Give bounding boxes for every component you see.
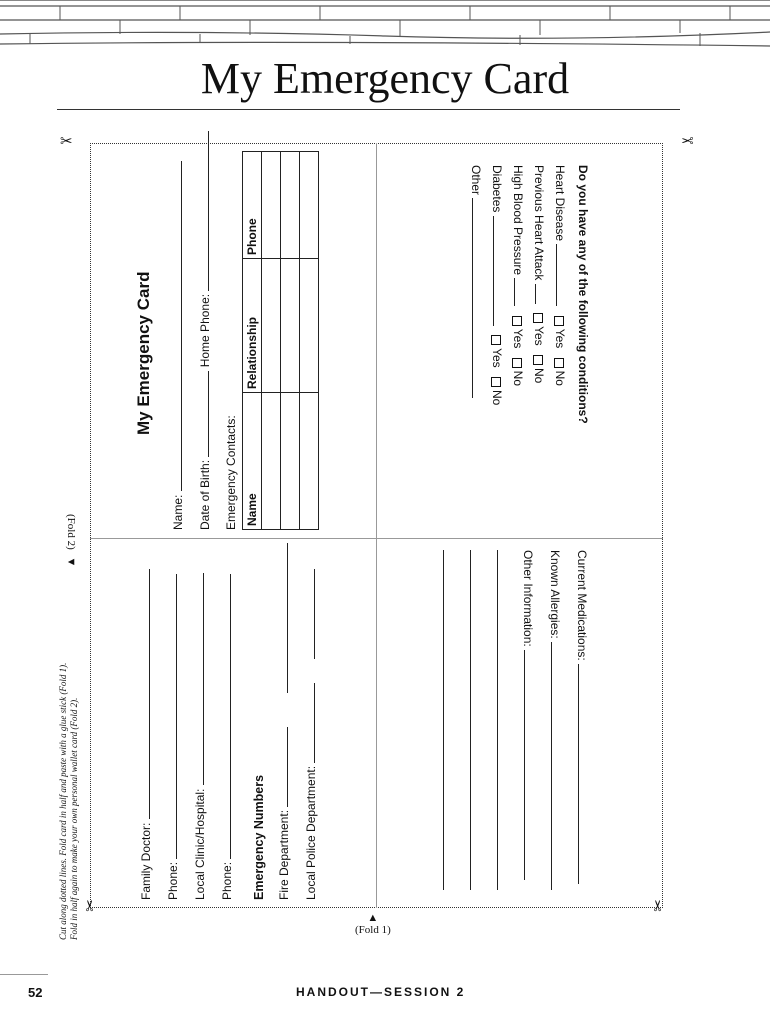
no-checkbox[interactable]	[533, 355, 543, 365]
condition-label: Diabetes	[490, 165, 504, 213]
yes-label: Yes	[511, 328, 525, 349]
card-heading: My Emergency Card	[134, 271, 153, 435]
yes-checkbox[interactable]	[533, 313, 543, 323]
emergency-numbers-heading: Emergency Numbers	[252, 774, 266, 900]
emergency-contacts-table	[242, 151, 319, 530]
cut-instructions	[58, 663, 80, 940]
other-info-label: Other Information:	[521, 550, 535, 647]
police-department-blank[interactable]	[303, 569, 315, 659]
allergies-blank[interactable]	[551, 642, 563, 890]
blank-line-row	[440, 550, 455, 890]
fold-1-marker	[355, 912, 391, 936]
allergies-label: Known Allergies:	[548, 550, 562, 639]
family-doctor-blank[interactable]	[138, 569, 150, 819]
name-blank[interactable]	[170, 161, 182, 491]
fold-line-1	[376, 143, 377, 908]
allergies-field	[548, 550, 563, 890]
no-checkbox[interactable]	[491, 377, 501, 387]
other-info-field	[521, 550, 536, 890]
scissors-icon: ✂	[681, 132, 694, 150]
condition-row	[532, 165, 547, 505]
condition-label: High Blood Pressure	[511, 165, 525, 276]
fire-department-blank[interactable]	[276, 727, 288, 807]
phone-field-2	[219, 560, 234, 900]
no-checkbox[interactable]	[554, 358, 564, 368]
no-label: No	[532, 368, 546, 384]
dob-label: Date of Birth:	[198, 459, 212, 530]
title-divider	[57, 109, 680, 110]
family-doctor-field	[138, 560, 153, 900]
table-row[interactable]	[281, 152, 300, 530]
clinic-field	[192, 560, 207, 900]
scissors-icon: ✂	[80, 899, 99, 912]
clinic-label: Local Clinic/Hospital:	[193, 788, 207, 900]
fire-department-field	[276, 560, 291, 900]
fold-1-label: (Fold 1)	[355, 924, 391, 936]
condition-blank	[556, 244, 568, 306]
police-department-blank[interactable]	[303, 683, 315, 763]
condition-blank	[514, 278, 526, 306]
yes-label: Yes	[490, 348, 504, 368]
no-label: No	[511, 370, 525, 387]
other-label: Other	[469, 165, 483, 196]
page-number: 52	[28, 985, 43, 1000]
yes-checkbox[interactable]	[491, 335, 501, 345]
footer-label: HANDOUT—SESSION 2	[296, 985, 466, 999]
phone-blank[interactable]	[219, 574, 231, 859]
table-row[interactable]	[262, 152, 281, 530]
fire-department-label: Fire Department:	[277, 809, 291, 900]
instruction-line-2: Fold in half again to make your own personal wallet card (Fold 2).	[69, 697, 79, 940]
footer-rule	[0, 974, 48, 975]
fold-2-marker	[65, 514, 77, 567]
medications-label: Current Medications:	[575, 550, 589, 661]
dob-phone-field	[197, 150, 212, 530]
phone-blank[interactable]	[165, 574, 177, 859]
arrow-right-icon: ▼	[65, 556, 77, 568]
fold-line-2	[90, 538, 663, 539]
condition-row	[511, 165, 526, 505]
instruction-line-1: Cut along dotted lines. Fold card in half and paste with a glue stick (Fold 1).	[58, 662, 68, 940]
scissors-icon: ✂	[60, 132, 73, 150]
dob-blank[interactable]	[197, 371, 209, 457]
yes-label: Yes	[532, 326, 546, 346]
blank-line-row	[467, 550, 482, 890]
condition-blank	[493, 216, 505, 326]
yes-checkbox[interactable]	[512, 316, 522, 326]
home-phone-label: Home Phone:	[198, 293, 212, 368]
no-label: No	[553, 370, 567, 386]
page-title: My Emergency Card	[200, 54, 570, 103]
contacts-label: Emergency Contacts:	[224, 415, 238, 530]
condition-row	[553, 165, 568, 505]
yes-label: Yes	[553, 328, 567, 349]
other-blank[interactable]	[472, 198, 484, 398]
arrow-up-icon: ▲	[367, 912, 379, 924]
condition-row-other	[469, 165, 484, 505]
medications-field	[575, 550, 590, 890]
table-row[interactable]	[300, 152, 319, 530]
clinic-blank[interactable]	[192, 573, 204, 785]
phone-label: Phone:	[220, 861, 234, 900]
police-department-field	[303, 560, 318, 900]
blank-line[interactable]	[443, 550, 455, 890]
phone-field-1	[165, 560, 180, 900]
home-phone-blank[interactable]	[197, 131, 209, 291]
no-checkbox[interactable]	[512, 358, 522, 368]
police-department-label: Local Police Department:	[304, 765, 318, 900]
family-doctor-label: Family Doctor:	[139, 822, 153, 900]
condition-label: Heart Disease	[553, 165, 567, 242]
header-name: Name	[243, 393, 262, 530]
condition-label: Previous Heart Attack	[532, 165, 546, 281]
fire-department-blank[interactable]	[276, 543, 288, 693]
condition-blank	[535, 284, 547, 304]
yes-checkbox[interactable]	[554, 316, 564, 326]
contacts-panel	[138, 560, 318, 900]
conditions-panel	[469, 165, 590, 505]
condition-row	[490, 165, 505, 505]
medical-info-panel	[440, 550, 590, 890]
no-label: No	[490, 389, 504, 406]
blank-line-row	[494, 550, 509, 890]
header-phone: Phone	[243, 152, 262, 259]
other-info-blank[interactable]	[524, 650, 536, 880]
blank-line[interactable]	[470, 550, 482, 890]
card-front-panel	[134, 150, 319, 530]
conditions-heading: Do you have any of the following conditions?	[576, 165, 590, 424]
name-label: Name:	[171, 494, 185, 530]
fold-2-label: (Fold 2)	[65, 514, 77, 550]
medications-blank[interactable]	[578, 664, 590, 884]
name-field	[170, 150, 185, 530]
scissors-icon: ✂	[648, 899, 667, 912]
header-brick-banner	[0, 0, 770, 48]
header-relationship: Relationship	[243, 259, 262, 393]
blank-line[interactable]	[497, 550, 509, 890]
phone-label: Phone:	[166, 861, 180, 900]
table-header-row	[243, 152, 262, 530]
